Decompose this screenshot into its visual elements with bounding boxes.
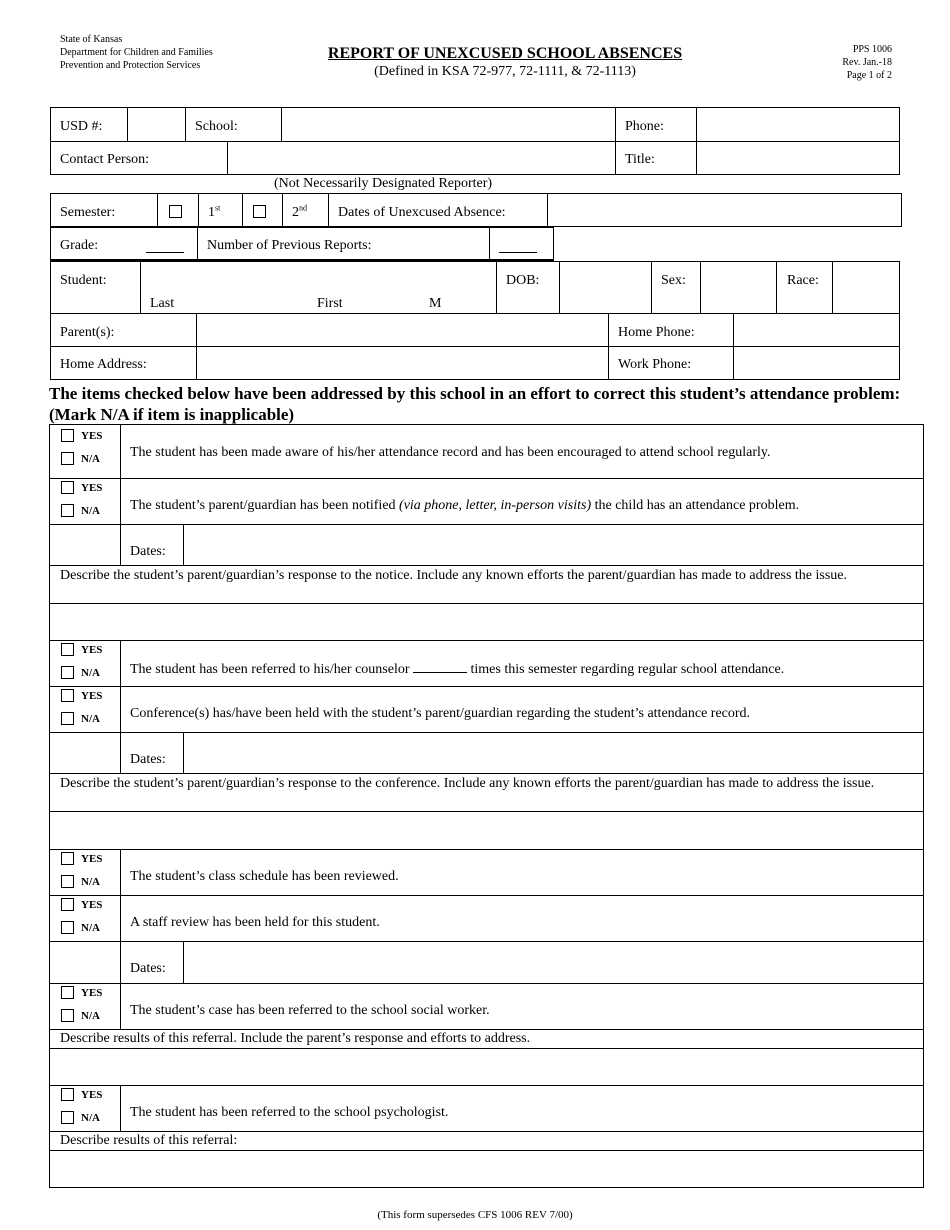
item-staff-review: A staff review has been held for this student. [130, 915, 380, 930]
agency-line: Department for Children and Families [60, 47, 213, 58]
yes-label: YES [81, 482, 103, 494]
describe-social-worker-label: Describe results of this referral. Include the parent’s response and efforts to address. [60, 1031, 531, 1046]
na-label: N/A [81, 1010, 100, 1022]
social-worker-results-field[interactable] [52, 1050, 922, 1083]
form-title: REPORT OF UNEXCUSED SCHOOL ABSENCES [327, 45, 683, 62]
item-aware: The student has been made aware of his/her attendance record and has been encouraged to attend school regularly. [130, 445, 771, 460]
staff-review-na-checkbox[interactable] [61, 921, 74, 934]
checklist-table [49, 424, 924, 1188]
work-phone-label: Work Phone: [618, 357, 692, 372]
form-id-block [842, 43, 892, 82]
yes-label: YES [81, 987, 103, 999]
conference-response-field[interactable] [52, 813, 922, 847]
semester-label: Semester: [60, 205, 116, 220]
item-notified: The student’s parent/guardian has been notified (via phone, letter, in-person visits) the child has an attendance problem. [130, 498, 800, 513]
yes-label: YES [81, 430, 103, 442]
dates-label: Dates: [130, 544, 166, 559]
describe-psychologist-label: Describe results of this referral: [60, 1133, 238, 1148]
item-conference: Conference(s) has/have been held with the student’s parent/guardian regarding the student’s attendance record. [130, 706, 751, 721]
semester-row [50, 193, 902, 227]
yes-label: YES [81, 1089, 103, 1101]
na-label: N/A [81, 922, 100, 934]
dates-absence-field[interactable] [549, 196, 899, 224]
notified-na-checkbox[interactable] [61, 504, 74, 517]
yes-label: YES [81, 644, 103, 656]
last-name-caption: Last [150, 296, 175, 311]
describe-conference-label: Describe the student’s parent/guardian’s response to the conference. Include any known efforts the parent/guardian has made to address the issue. [60, 776, 875, 791]
na-label: N/A [81, 667, 100, 679]
staff-review-dates-field[interactable] [186, 943, 922, 981]
psychologist-yes-checkbox[interactable] [61, 1088, 74, 1101]
notified-yes-checkbox[interactable] [61, 481, 74, 494]
aware-yes-checkbox[interactable] [61, 429, 74, 442]
na-label: N/A [81, 505, 100, 517]
home-phone-field[interactable] [735, 315, 898, 344]
work-phone-field[interactable] [735, 348, 898, 378]
agency-block [60, 33, 213, 72]
social-worker-yes-checkbox[interactable] [61, 986, 74, 999]
agency-line: State of Kansas [60, 34, 123, 45]
na-label: N/A [81, 1112, 100, 1124]
sex-label: Sex: [661, 273, 686, 288]
form-revision: Rev. Jan.-18 [842, 57, 892, 68]
title-field[interactable] [698, 143, 898, 173]
agency-line: Prevention and Protection Services [60, 60, 201, 71]
first-name-caption: First [317, 296, 343, 311]
race-field[interactable] [834, 264, 898, 311]
contact-person-label: Contact Person: [60, 152, 150, 167]
na-label: N/A [81, 713, 100, 725]
form-subtitle: (Defined in KSA 72-977, 72-1111, & 72-1113) [374, 64, 636, 79]
phone-field[interactable] [698, 110, 898, 139]
dates-absence-label: Dates of Unexcused Absence: [338, 205, 506, 220]
notice-response-field[interactable] [52, 605, 922, 638]
home-phone-label: Home Phone: [618, 325, 695, 340]
title-label: Title: [625, 152, 655, 167]
staff-review-yes-checkbox[interactable] [61, 898, 74, 911]
conference-na-checkbox[interactable] [61, 712, 74, 725]
psychologist-na-checkbox[interactable] [61, 1111, 74, 1124]
grade-field[interactable] [146, 252, 184, 253]
reporter-note: (Not Necessarily Designated Reporter) [274, 176, 493, 191]
na-label: N/A [81, 876, 100, 888]
semester-second-checkbox[interactable] [253, 205, 266, 218]
grade-row [50, 227, 554, 261]
yes-label: YES [81, 853, 103, 865]
describe-notice-label: Describe the student’s parent/guardian’s response to the notice. Include any known efforts the parent/guardian has made to address the issue. [60, 568, 848, 583]
counselor-times-field[interactable] [413, 660, 467, 673]
form-title-block [290, 44, 720, 80]
item-psychologist: The student has been referred to the school psychologist. [130, 1105, 449, 1120]
home-address-field[interactable] [198, 348, 606, 378]
contact-person-field[interactable] [229, 143, 613, 173]
page-number: Page 1 of 2 [846, 70, 892, 81]
usd-label: USD #: [60, 119, 103, 134]
parents-field[interactable] [198, 315, 606, 344]
school-info-table [50, 107, 900, 175]
race-label: Race: [787, 273, 819, 288]
parents-label: Parent(s): [60, 325, 115, 340]
previous-reports-label: Number of Previous Reports: [207, 238, 372, 253]
home-address-label: Home Address: [60, 357, 147, 372]
dob-field[interactable] [561, 264, 649, 311]
yes-label: YES [81, 690, 103, 702]
conference-dates-field[interactable] [186, 734, 922, 771]
school-field[interactable] [283, 110, 613, 139]
usd-field[interactable] [129, 110, 183, 139]
dates-label: Dates: [130, 961, 166, 976]
aware-na-checkbox[interactable] [61, 452, 74, 465]
conference-yes-checkbox[interactable] [61, 689, 74, 702]
form-number: PPS 1006 [852, 44, 892, 55]
grade-label: Grade: [60, 238, 99, 253]
notified-dates-field[interactable] [186, 526, 922, 563]
student-info-table [50, 261, 900, 380]
yes-label: YES [81, 899, 103, 911]
phone-label: Phone: [625, 119, 664, 134]
sex-field[interactable] [702, 264, 774, 311]
semester-first-label: 1st [208, 203, 221, 220]
student-label: Student: [60, 273, 107, 288]
school-label: School: [195, 119, 238, 134]
item-counselor: The student has been referred to his/her counselor times this semester regarding regular school attendance. [130, 662, 785, 677]
na-label: N/A [81, 453, 100, 465]
student-name-field[interactable] [142, 264, 494, 292]
item-schedule: The student’s class schedule has been reviewed. [130, 869, 399, 884]
psychologist-results-field[interactable] [52, 1152, 922, 1186]
checklist-instructions: The items checked below have been addressed by this school in an effort to correct this student’s attendance problem: (Mark N/A if item is inapplicable) [49, 384, 901, 424]
schedule-na-checkbox[interactable] [61, 875, 74, 888]
footer-note: (This form supersedes CFS 1006 REV 7/00) [377, 1209, 573, 1221]
semester-first-checkbox[interactable] [169, 205, 182, 218]
counselor-yes-checkbox[interactable] [61, 643, 74, 656]
previous-reports-field[interactable] [499, 252, 537, 253]
semester-second-label: 2nd [292, 203, 307, 220]
schedule-yes-checkbox[interactable] [61, 852, 74, 865]
middle-initial-caption: M [429, 296, 442, 311]
counselor-na-checkbox[interactable] [61, 666, 74, 679]
dates-label: Dates: [130, 752, 166, 767]
item-social-worker: The student’s case has been referred to the school social worker. [130, 1003, 490, 1018]
social-worker-na-checkbox[interactable] [61, 1009, 74, 1022]
dob-label: DOB: [506, 273, 540, 288]
